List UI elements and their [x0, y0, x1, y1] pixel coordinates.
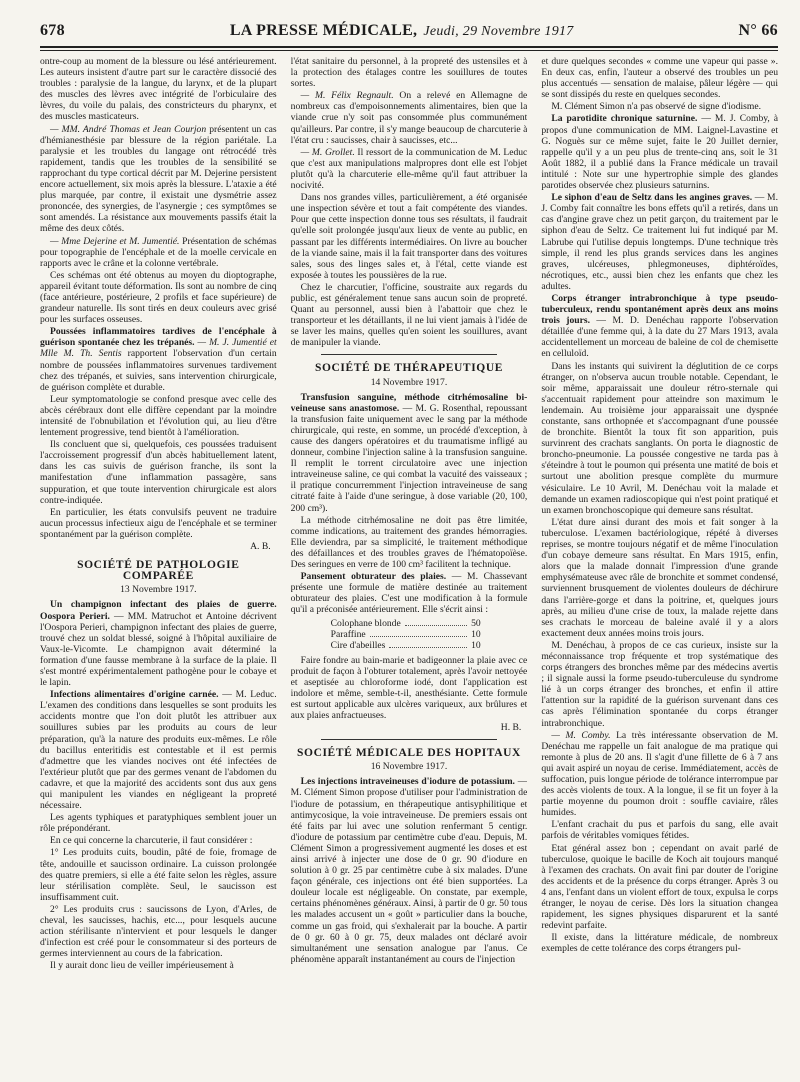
- page-number: 678: [40, 22, 65, 39]
- paragraph: Le siphon d'eau de Seltz dans les angines graves. — M. J. Comby fait connaître les bons effets qu'il a retirés, dans un cas d'angine grave chez un petit garçon, du traitement par le siphon d'eau de Seltz. Ce traitement lui fut indiqué par M. Labrube qui l'utilise depuis longtemps. D'une technique très simple, il rend les plus grands services dans les angines graves, ulcéreuses, phlegmoneuses, diphtéroïdes, nécrotiques, etc., aussi bien chez les enfants que chez les adultes.: [541, 192, 778, 292]
- author-names: — M. Comby.: [551, 729, 611, 741]
- section-date: 13 Novembre 1917.: [120, 584, 197, 596]
- issue-date: Jeudi, 29 Novembre 1917: [423, 24, 574, 39]
- text-columns: [40, 56, 778, 1076]
- author-names: — M. Félix Regnault.: [300, 90, 394, 102]
- journal-title: LA PRESSE MÉDICALE,: [229, 22, 418, 39]
- article-title: Le siphon d'eau de Seltz dans les angines graves.: [551, 192, 753, 204]
- paragraph: En particulier, les états convulsifs peuvent ne traduire aucun processus infectieux aigu de l'encéphale et se terminer spontanément par la guérison complète.: [40, 506, 277, 540]
- section-heading: SOCIÉTÉ DE THÉRAPEUTIQUE: [314, 362, 503, 375]
- paragraph: Les agents typhiques et paratyphiques semblent jouer un rôle prépondérant.: [40, 812, 277, 835]
- paragraph: — M. Grollet. Il ressort de la communication de M. Leduc que c'est aux manipulations malpropres dont elle est l'objet plutôt qu'à la charcuterie elle-même qu'il faut attribuer la nocivité.: [290, 146, 528, 192]
- paragraph: Poussées inflammatoires tardives de l'encéphale à guérison spontanée chez les trépanés. — M. J. Jumentié et Mlle M. Th. Sentis rapportent l'observation d'un certain nombre de poussées inflammatoires survenues tardivement chez des trépanés, et suivies, sans intervention chirurgicale, de guérison complète et durable.: [40, 326, 277, 393]
- header-rule: [40, 46, 778, 48]
- paragraph: Pansement obturateur des plaies. — M. Chassevant présente une formule de matière destinée au traitement obturateur des plaies. C'est une modification à la formule qu'il a préconisée antérieurement. Elle s'écrit ainsi :: [290, 571, 528, 616]
- article-title: La parotidite chronique saturnine.: [551, 113, 698, 125]
- paragraph: Les injections intraveineuses d'iodure de potassium. — M. Clément Simon propose d'utiliser pour l'administration de l'iodure de potassium, en thérapeutique antisyphilitique et antimycosique, la voie intraveineuse. De premiers essais ont été faits par lui avec une solution renfermant 5 centigr. d'iodure de potassium par centimètre cube d'eau. Depuis, M. Clément Simon a progressivement augmenté les doses et est ainsi arrivé à injecter une dose de 0 gr. 90 d'iodure en solution à 0 gr. 25 par centimètre cube à six malades. D'une façon générale, ces injections ont été bien supportées. La douleur locale est négligeable. On constate, par exemple, certains phénomènes généraux. Ainsi, à partir de 0 gr. 50 tous les malades accusent un « goût » particulier dans la bouche, comme un gas froid, qui s'exhalerait par la bouche. A partir de 0 gr. 60 à 0 gr. 75, deux malades ont déclaré avoir simultanément une sensation analogue par l'anus. Ce phénomène apparaît instantanément au cours de l'injection: [290, 776, 528, 965]
- author-names: — M. Grollet.: [300, 146, 355, 158]
- article-title: Corps étranger intrabronchique à type pseudo-tuberculeux, rendu spontanément après deux ans moins trois jours.: [541, 292, 778, 327]
- issue-number: N° 66: [738, 22, 778, 39]
- paragraph: Il existe, dans la littérature médicale, de nombreux exemples de cette tolérance des corps étrangers pul-: [541, 932, 778, 955]
- paragraph: l'état sanitaire du personnel, à la propreté des ustensiles et à la protection des étalages contre les souillures de toutes sortes.: [290, 56, 528, 90]
- paragraph: Ils concluent que si, quelquefois, ces poussées traduisent l'accroissement progressif d'un abcès habituellement latent, dans les cas suivis de guérison franche, ils sont la manifestation d'une inflammation passagère, sans suppuration, et que toute intervention chirurgicale est alors contre-indiquée.: [40, 439, 277, 506]
- paragraph: Faire fondre au bain-marie et badigeonner la plaie avec ce produit de façon à l'obturer totalement, après l'avoir nettoyée et aseptisée au chloroforme iodé, dont l'application est indolore et même, semble-t-il, anesthésiante. Cette formule est surtout applicable aux ulcères variqueux, aux brûlures et aux plaies anfractueuses.: [290, 654, 528, 721]
- author-names: — Mme Dejerine et M. Jumentié.: [50, 235, 180, 247]
- paragraph: Transfusion sanguine, méthode citrhémosaline bi-veineuse sans anastomose. — M. G. Rosenthal, repoussant la transfusion faite uniquement avec le sang par la méthode chirurgicale, qui reste, en somme, un procédé d'exception, à cause des dangers opératoires et du traumatisme infligé au donneur, combine l'injection saline à la transfusion sanguine. Il remplit le torrent circulatoire avec une injection intraveineuse saline, ce qui combat la vacuité des vaisseaux ; il pratique concurremment l'injection intraveineuse de sang citraté faite à l'aide d'une seringue, à dose variable (20, 100, 200 cm³).: [290, 391, 528, 514]
- article-title: Infections alimentaires d'origine carnée.: [50, 689, 219, 701]
- section-heading: SOCIÉTÉ DE PATHOLOGIE COMPARÉE: [77, 559, 240, 583]
- article-title: Poussées inflammatoires tardives de l'encéphale à guérison spontanée chez les trépanés.: [40, 326, 277, 349]
- paragraph: Chez le charcutier, l'officine, soustraite aux regards du public, est généralement tenue sans aucun soin de propreté. Quant au personnel, aussi bien à l'abattoir que chez le transporteur et les détaillants, il ne lui vient jamais à l'idée de se laver les mains, quelles qu'en soient les souillures, avant de manipuler la viande.: [290, 281, 528, 349]
- paragraph: M. Clément Simon n'a pas observé de signe d'iodisme.: [551, 101, 762, 113]
- paragraph: La méthode citrhémosaline ne doit pas être limitée, comme indications, au traitement des grandes hémorragies. Elle deviendra, par sa simplicité, le traitement méthodique des défaillances et des troubles graves de l'hématopoïèse. Des seringues en verre de 100 cm³ facilitent la technique.: [290, 514, 528, 571]
- paragraph: et dure quelques secondes « comme une vapeur qui passe ». En deux cas, enfin, l'auteur a observé des troubles un peu plus accentués — sensation de malaise, pâleur légère — qui se sont dissipés du reste en quelques secondes.: [541, 56, 778, 101]
- paragraph: Leur symptomatologie se confond presque avec celle des abcès cérébraux dont elle diffère cependant par la moindre intensité de l'obnubilation et l'évolution qui, au lieu d'être lentement progressive, tend bientôt à l'amélioration.: [40, 393, 277, 439]
- paragraph: — M. Félix Regnault. On a relevé en Allemagne de nombreux cas d'empoisonnements alimentaires, bien que la viande crue n'y soit pas consommée plus communément qu'ailleurs. Par contre, il s'y mange beaucoup de charcuterie à l'état cru : saucisses, chair à saucisses, etc...: [290, 90, 528, 146]
- article-title: Un champignon infectant des plaies de guerre. Oospora Perieri.: [40, 599, 277, 622]
- masthead: [230, 22, 574, 40]
- article-title: Transfusion sanguine, méthode citrhémosaline bi-veineuse sans anastomose.: [290, 391, 528, 414]
- formula-row: Cire d'abeilles 10: [330, 639, 481, 651]
- column-1: [40, 56, 277, 1076]
- paragraph: Corps étranger intrabronchique à type pseudo-tuberculeux, rendu spontanément après deux ans moins trois jours. — M. D. Denéchau rapporte l'observation détaillée d'une femme qui, à la date du 27 Mars 1913, avala accidentellement un morceau de baleine de col de chemisette en celluloïd.: [541, 292, 778, 360]
- section-divider: [321, 739, 498, 740]
- paragraph: Ces schémas ont été obtenus au moyen du dioptographe, appareil évitant toute déformation. Ils sont au nombre de cinq (face antérieure, postérieure, 2 profils et face supérieure) de grandeur naturelle. Ils sont tirés en deux couleurs avec grisé pour les surfaces osseuses.: [40, 269, 277, 326]
- paragraph: Infections alimentaires d'origine carnée. — M. Leduc. L'examen des conditions dans lesquelles se sont produits les accidents montre que l'on doit plutôt les attribuer aux souillures subies par les produits au cours de leur préparation, qu'à la nature des produits eux-mêmes. Le rôle du bacillus enteritidis est contestable et il est permis d'admettre que les viandes nocives ont été infectées de l'extérieur plutôt que par des germes venant de l'abdomen du cadavre, et que la majorité des accidents sont dus aux gens qui manipulent les viandes en négligeant la propreté nécessaire.: [40, 689, 277, 812]
- signature: A. B.: [250, 541, 271, 553]
- author-names: — MM. André Thomas et Jean Courjon: [50, 123, 207, 135]
- paragraph: Dans les instants qui suivirent la déglutition de ce corps étranger, on n'observa aucun trouble notable. Cependant, le soir même, apparaissait une douleur rétro-sternale qui s'accentuait rapidement pour atteindre son maximum le lendemain. Au troisième jour apparaissait une dyspnée constante, sans orthopnée et s'accompagnant d'une poussée de bronchite. Bientôt la toux fit son apparition, puis survinrent des crachats sanglants. On porta le diagnostic de broncho-pneumonie. La poussée congestive ne tarda pas à s'éteindre à tout le poumon qui présenta une matité de bois et surtout une abolition presque complète du murmure vésiculaire. Le 10 Avril, M. Denéchau voit la malade et demande un examen radioscopique qui n'est point pratiqué et un examen bronchoscopique qui demeure sans résultat.: [541, 360, 778, 516]
- paragraph: — M. Comby. La très intéressante observation de M. Denéchau me rappelle un fait analogue de ma pratique qui remonte à plus de 20 ans. Il s'agit d'une fillette de 6 à 7 ans qui avait aspiré un noyau de cerise. Immédiatement, accès de suffocation, puis longue période de tolérance interrompue par des accès violents de toux. A la longue, il se fit un foyer à la partie moyenne du poumon droit : souffle caviaire, râles humides.: [541, 729, 778, 819]
- article-title: Pansement obturateur des plaies.: [300, 571, 447, 583]
- paragraph: ontre-coup au moment de la blessure ou lésé antérieurement. Les auteurs insistent d'autre part sur le caractère dissocié des troubles : paralysie de la langue, du larynx, et de la plupart des muscles des lèvres avec intégrité de l'orbiculaire des lèvres, du voile du palais, des constricteurs du pharynx, et des muscles masticateurs.: [40, 56, 277, 123]
- section-divider: [321, 354, 498, 355]
- paragraph: Il y aurait donc lieu de veiller impérieusement à: [50, 960, 234, 972]
- header-rule-thin: [40, 50, 778, 51]
- page-header: [40, 22, 778, 44]
- formula-row: Paraffine 10: [330, 628, 481, 640]
- paragraph: — Mme Dejerine et M. Jumentié. Présentation de schémas pour topographie de l'encéphale et de la moelle cervicale en rapports avec le crâne et la colonne vertébrale.: [40, 235, 277, 269]
- section-heading: SOCIÉTÉ MÉDICALE DES HOPITAUX: [297, 747, 521, 760]
- paragraph: 1° Les produits cuits, boudin, pâté de foie, fromage de tête, andouille et saucisson ordinaire. La cuisson prolongée des quatre premiers, si elle a été faite selon les règles, assure leur stérilisation complète. Seul, le saucisson est insuffisamment cuit.: [40, 847, 277, 903]
- paragraph: L'état dure ainsi durant des mois et fait songer à la tuberculose. L'examen bactériologique, répété à diverses reprises, se montre toujours négatif et de même l'inoculation d'un cobaye demeure sans résultat. En Mars 1915, enfin, alors que la malade donnait l'impression d'une grande emphysémateuse avec râle de bronchite et sommet condensé, surviennent brusquement de violentes douleurs de déchirure dans l'arrière-gorge et dans la poitrine, et, quelques jours après, au milieu d'une crise de toux, la malade rejette dans ses crachats le morceau de baleine avalé il y a alors exactement deux années moins trois jours.: [541, 516, 778, 639]
- paragraph: M. Denéchau, à propos de ce cas curieux, insiste sur la méconnaissance trop fréquente et trop systématique des corps étrangers des bronches même par des médecins avertis ; il signale aussi la forme pseudo-tuberculeuse du syndrome lié à un corps étranger des bronches, et enfin il attire l'attention sur la rapidité de la guérison survenant dans ces cas après l'élimination spontanée du corps étranger intrabronchique.: [541, 639, 778, 729]
- section-date: 16 Novembre 1917.: [370, 761, 448, 773]
- paragraph: L'enfant crachait du pus et parfois du sang, elle avait parfois de véritables vomiques fétides.: [541, 819, 778, 842]
- column-2: [291, 56, 528, 1076]
- paragraph: La parotidite chronique saturnine. — M. J. Comby, à propos d'une communication de MM. Laignel-Lavastine et G. Noguès sur ce même sujet, faite le 20 Juillet dernier, rappelle qu'il y a un peu plus de trente-cinq ans, soit le 31 Août 1882, il a publié dans la France médicale un travail intitulé : Note sur une hypertrophie simple des glandes parotides observée chez plusieurs saturnins.: [541, 113, 778, 192]
- paragraph: Dans nos grandes villes, particulièrement, a été organisée une inspection sévère et tout a fait compétente des viandes. Pour que cette inspection donne tous ses résultats, il faudrait qu'elle soit prolongée jusqu'aux lieux de vente au public, en passant par les différents intermédiaires. On livre au boucher de la viande saine, mais il la fait transporter dans des voitures sales, sous des linges sales et, à l'étal, cette viande est exposée à toutes les poussières de la rue.: [290, 192, 528, 281]
- paragraph: En ce qui concerne la charcuterie, il faut considérer :: [50, 835, 253, 847]
- signature: H. B.: [500, 722, 522, 734]
- paragraph: Un champignon infectant des plaies de guerre. Oospora Perieri. — MM. Matruchot et Antoine décrivent l'Oospora Perieri, champignon infectant des plaies de guerre, trouvé chez un soldat blessé, soigné à l'hôpital auxiliaire de Vaux-le-Vicomte. Le champignon avait déterminé la formation d'une fausse membrane à la surface de la plaie. Il s'est montré expérimentalement pathogène pour le cobaye et le lapin.: [40, 599, 277, 689]
- formula-row: Colophane blonde 50: [330, 617, 481, 629]
- section-date: 14 Novembre 1917.: [370, 376, 448, 388]
- article-title: Les injections intraveineuses d'iodure de potassium.: [300, 776, 515, 788]
- column-3: [541, 56, 778, 1076]
- paragraph: 2° Les produits crus : saucissons de Lyon, d'Arles, de cheval, les saucisses, hachis, etc..., pour lesquels aucune action stérilisante n'intervient et pour lesquels le danger d'infection est créé pour le consommateur si des porteurs de germes interviennent au cours de la fabrication.: [40, 903, 277, 960]
- paragraph: Etat général assez bon ; cependant on avait parlé de tuberculose, quoique le bacille de Koch ait toujours manqué à l'examen des crachats. On avait fini par douter de l'origine des accidents et de la présence du corps étranger. Après 3 ou 4 ans, l'enfant dans un violent effort de toux, expulsa le corps étranger, le noyau de cerise. Dès lors la situation changea rapidement, les signes physiques disparurent et la santé redevint parfaite.: [541, 842, 778, 932]
- formula-table: [331, 618, 481, 651]
- paragraph: — MM. André Thomas et Jean Courjon présentent un cas d'hémianesthésie par blessure de la région pariétale. La paralysie et les troubles du langage ont rétrocédé très rapidement, tandis que les troubles de la sensibilité se rapprochant du type cortical décrit par M. Dejerine persistent encore actuellement, six mois après la blessure. L'ataxie a été plus marquée, par contre, il existait une dysmétrie assez prononcée, des synergies, de l'asynergie ; ces symptômes se sont amendés. La résistance aux mouvements passifs était la même des deux côtés.: [40, 123, 277, 235]
